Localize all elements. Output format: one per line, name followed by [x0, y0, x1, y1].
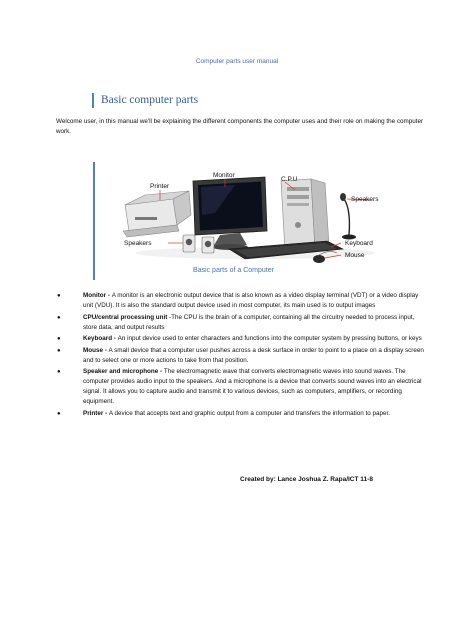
intro-paragraph: Welcome user, in this manual we'll be explaining the different components the computer uses and their role on making the computer work.	[56, 118, 424, 135]
list-item	[56, 334, 426, 344]
author-credit: Created by: Lance Joshua Z. Rapa/ICT 11-8	[240, 476, 373, 483]
part-desc-cpu: -The CPU is the brain of a computer, containing all the circuitry needed to process input, store data, and output results	[83, 313, 415, 331]
list-item	[56, 313, 426, 333]
printer-illustration	[123, 191, 191, 237]
bullet-icon: ●	[57, 347, 61, 354]
computer-parts-list	[56, 291, 426, 420]
list-item	[56, 367, 426, 407]
figure-label-speakers-right: Speakers	[351, 196, 379, 203]
document-header-title: Computer parts user manual	[195, 58, 279, 65]
part-term-mouse: Mouse -	[83, 346, 109, 354]
figure-label-printer: Printer	[150, 183, 170, 190]
part-desc-keyboard: An input device used to enter characters and functions into the computer system by pressing buttons, or keys	[117, 335, 422, 342]
figure-label-monitor: Monitor	[213, 172, 235, 179]
figure-accent-bar	[93, 162, 95, 280]
computer-parts-figure	[115, 165, 390, 279]
figure-label-speakers-left: Speakers	[124, 240, 152, 247]
part-desc-monitor: A monitor is an electronic output device that is also known as a video display terminal (VDT) or a video display unit (VDU). It is also the standard output device used in most computer, its main used is to output images	[83, 292, 419, 309]
figure-label-keyboard: Keyboard	[345, 240, 373, 247]
list-item	[56, 291, 426, 311]
cpu-tower-illustration	[281, 179, 329, 251]
part-term-speaker-microphone: Speaker and microphone -	[83, 368, 164, 375]
figure-label-mouse: Mouse	[345, 252, 365, 259]
part-term-monitor: Monitor -	[83, 292, 112, 299]
bullet-icon: ●	[57, 336, 61, 342]
part-desc-printer: A device that accepts text and graphic output from a computer and transfers the information to paper.	[108, 409, 390, 417]
bullet-icon: ●	[57, 293, 61, 299]
part-term-printer: Printer -	[83, 409, 109, 417]
bullet-icon: ●	[57, 314, 61, 321]
part-desc-speaker-microphone: The electromagnetic wave that converts electromagnetic waves into sound waves. The computer provides audio input to the speakers. And a microphone is a device that converts sound waves into an electrical signal. It allows you to capture audio and transmit it to various devices, such as computers, amplifiers, or recording equipment.	[83, 368, 422, 405]
part-term-cpu: CPU/central processing unit	[83, 313, 170, 321]
figure-label-cpu: C.P.U	[281, 176, 298, 183]
computer-parts-illustration	[115, 165, 390, 279]
figure-caption: Basic parts of a Computer	[193, 267, 274, 274]
part-desc-mouse: A small device that a computer user pushes across a desk surface in order to point to a place on a display screen and to select one or more actions to take from that position.	[83, 346, 424, 364]
section-heading: Basic computer parts	[92, 93, 198, 108]
bullet-icon: ●	[57, 369, 61, 375]
bullet-icon: ●	[57, 410, 61, 417]
list-item	[56, 409, 426, 419]
list-item	[56, 346, 426, 366]
part-term-keyboard: Keyboard -	[83, 335, 118, 342]
